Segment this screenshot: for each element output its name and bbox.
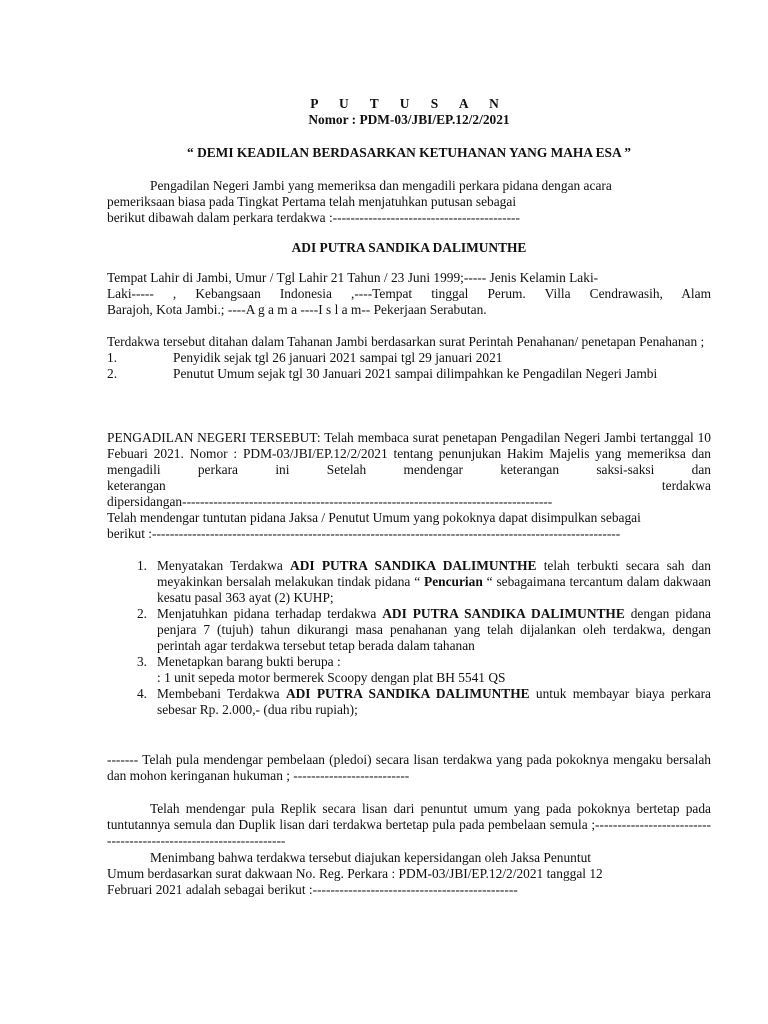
defendant-name: ADI PUTRA SANDIKA DALIMUNTHE [291, 240, 527, 255]
list-number: 2. [107, 366, 118, 381]
detention-intro: Terdakwa tersebut ditahan dalam Tahanan Jambi berdasarkan surat Perintah Penahanan/ penetapan Penahanan ; [107, 334, 705, 349]
demand-text: Menetapkan barang bukti berupa : : 1 unit sepeda motor bermerek Scoopy dengan plat BH 5541 QS [157, 654, 506, 685]
identity-paragraph [107, 270, 711, 318]
keterangan-line [107, 478, 711, 494]
menimbang-paragraph [107, 850, 711, 898]
document-number: Nomor : PDM-03/JBI/EP.12/2/2021 [308, 112, 510, 127]
demand-text: Menyatakan Terdakwa ADI PUTRA SANDIKA DALIMUNTHE telah terbukti secara sah dan meyakinkan bersalah melakukan tindak pidana “ Pencurian “ sebagaimana tercantum dalam dakwaan kesatu pasal 363 ayat (2) KUHP; [157, 558, 711, 605]
demand-item [107, 654, 711, 686]
irah-irah: “ DEMI KEADILAN BERDASARKAN KETUHANAN YANG MAHA ESA ” [187, 145, 631, 160]
intro-line-2: pemeriksaan biasa pada Tingkat Pertama telah menjatuhkan putusan sebagai [107, 194, 517, 209]
menimbang-line-1: Menimbang bahwa terdakwa tersebut diajukan kepersidangan oleh Jaksa Penuntut [150, 850, 592, 865]
identity-line-3: Barajoh, Kota Jambi.; ----A g a m a ----I s l a m-- Pekerjaan Serabutan. [107, 302, 487, 317]
dipersidangan-line: dipersidangan----------------------------------------------------------------------------------- [107, 494, 553, 509]
detention-section [107, 334, 711, 382]
keterangan-left: keterangan [107, 478, 166, 493]
demands-list [107, 558, 711, 718]
menimbang-line-3: Februari 2021 adalah sebagai berikut :---------------------------------------------- [107, 882, 518, 897]
identity-text-1: Tempat Lahir di Jambi, Umur / Tgl Lahir 21 Tahun / 23 Juni 1999;----- Jenis Kelamin Laki- [107, 270, 599, 285]
demand-item [107, 686, 711, 718]
demand-number: 4. [136, 686, 147, 701]
menimbang-line-2: Umum berdasarkan surat dakwaan No. Reg. Perkara : PDM-03/JBI/EP.12/2/2021 tanggal 12 [107, 866, 603, 881]
replik-paragraph: Telah mendengar pula Replik secara lisan dari penuntut umum yang pada pokoknya bertetap pada tuntutannya semula dan Duplik lisan dari terdakwa bertetap pula pada pembelaan semula ;------------------------------------------------------------------ [107, 801, 711, 848]
court-section [107, 430, 711, 542]
intro-line-1: Pengadilan Negeri Jambi yang memeriksa dan mengadili perkara pidana dengan acara [150, 178, 612, 193]
list-item [107, 350, 711, 366]
list-number: 1. [107, 350, 118, 365]
detention-list [107, 350, 711, 382]
berikut-line: berikut :--------------------------------------------------------------------------------------------------------- [107, 526, 621, 541]
list-text: Penyidik sejak tgl 26 januari 2021 sampai tgl 29 januari 2021 [173, 350, 503, 365]
intro-line-3: berikut dibawah dalam perkara terdakwa :------------------------------------------ [107, 210, 520, 225]
demand-text: Membebani Terdakwa ADI PUTRA SANDIKA DALIMUNTHE untuk membayar biaya perkara sebesar Rp. 2.000,- (dua ribu rupiah); [157, 686, 712, 717]
demand-text: Menjatuhkan pidana terhadap terdakwa ADI PUTRA SANDIKA DALIMUNTHE dengan pidana penjara 7 (tujuh) tahun dikurangi masa penahanan yang telah dijalankan oleh terdakwa, dengan perintah agar terdakwa tersebut tetap berada dalam tahanan [157, 606, 711, 653]
demand-number: 2. [136, 606, 147, 621]
tuntutan-line: Telah mendengar tuntutan pidana Jaksa / Penutut Umum yang pokoknya dapat disimpulkan sebagai [107, 510, 641, 525]
demand-number: 1. [136, 558, 147, 573]
keterangan-right: terdakwa [661, 478, 711, 493]
identity-line-2: Laki----- , Kebangsaan Indonesia ,----Tempat tinggal Perum. Villa Cendrawasih, Alam [107, 286, 711, 301]
document-title: P U T U S A N [310, 96, 508, 111]
pledoi-paragraph: ------- Telah pula mendengar pembelaan (pledoi) secara lisan terdakwa yang pada pokoknya mengaku bersalah dan mohon keringanan hukuman ; -------------------------- [107, 752, 711, 783]
list-text: Penutut Umum sejak tgl 30 Januari 2021 sampai dilimpahkan ke Pengadilan Negeri Jambi [173, 366, 658, 381]
intro-paragraph [107, 178, 711, 226]
demand-item [107, 558, 711, 606]
identity-line-1 [107, 270, 711, 286]
court-paragraph: PENGADILAN NEGERI TERSEBUT: Telah membaca surat penetapan Pengadilan Negeri Jambi tertanggal 10 Febuari 2021. Nomor : PDM-03/JBI/EP.12/2/2021 tentang penunjukan Hakim Majelis yang memeriksa dan mengadili perkara ini Setelah mendengar keterangan saksi-saksi dan [107, 430, 711, 477]
list-item [107, 366, 711, 382]
demand-item [107, 606, 711, 654]
demand-number: 3. [136, 654, 147, 669]
